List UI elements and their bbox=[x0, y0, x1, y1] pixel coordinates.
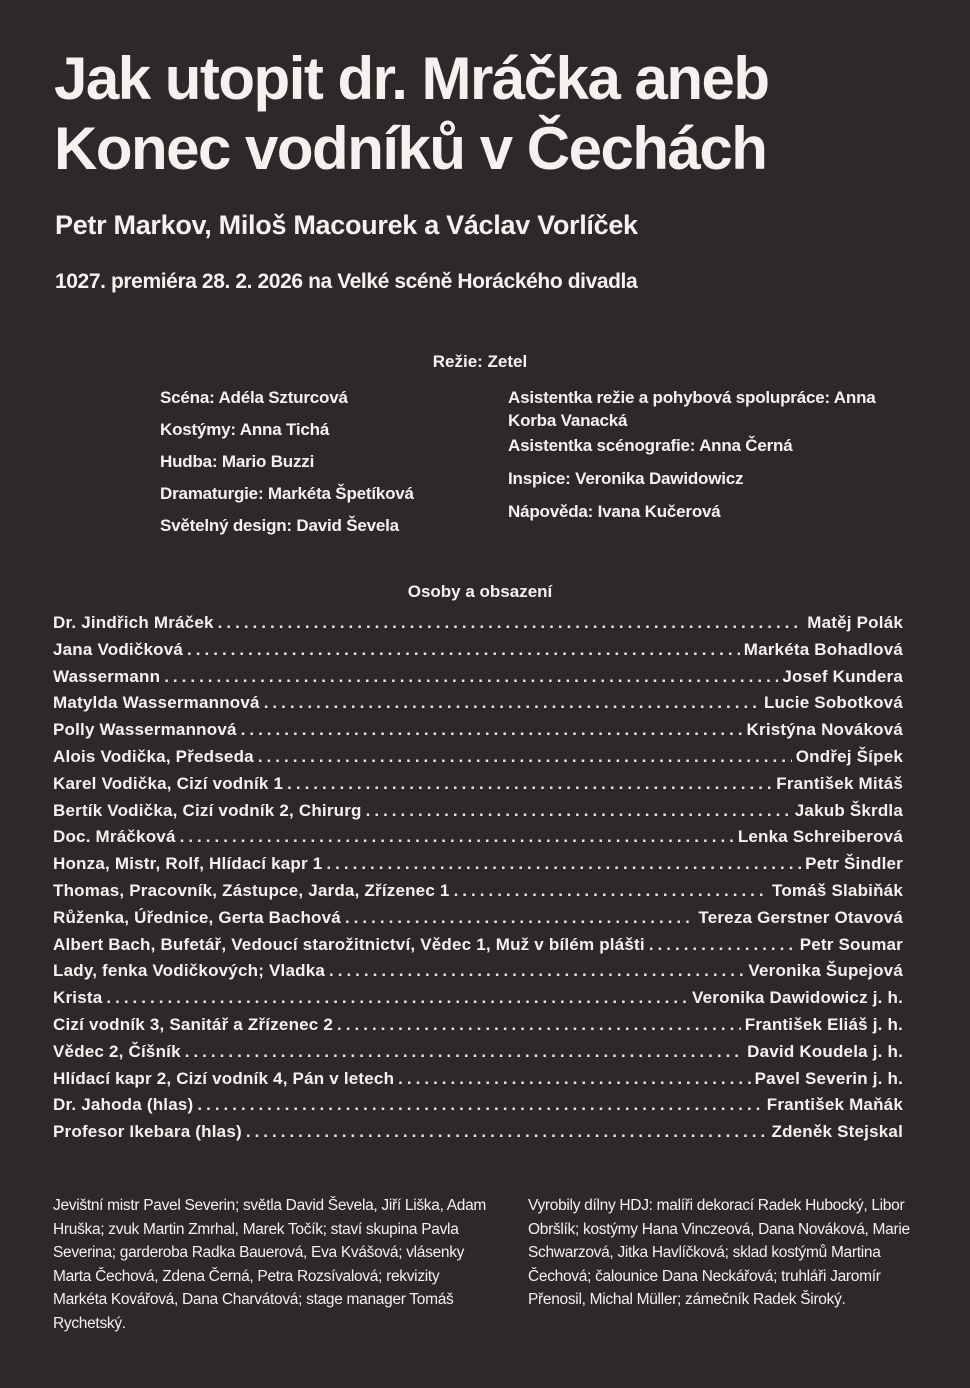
dot-leader bbox=[187, 640, 740, 660]
crew-item: Inspice: Veronika Dawidowicz bbox=[508, 469, 744, 488]
play-title-line-1: Jak utopit dr. Mráčka aneb bbox=[54, 45, 769, 112]
cast-role: Dr. Jindřich Mráček bbox=[53, 613, 214, 632]
dot-leader bbox=[264, 693, 760, 713]
cast-actor: Kristýna Nováková bbox=[746, 720, 903, 740]
crew-item: Světelný design: David Ševela bbox=[160, 516, 399, 535]
cast-heading: Osoby a obsazení bbox=[407, 582, 553, 601]
cast-role: Wassermann bbox=[53, 666, 161, 686]
cast-role: Cizí vodník 3, Sanitář a Zřízenec 2 bbox=[53, 1014, 334, 1034]
cast-row bbox=[53, 1015, 903, 1042]
dot-leader bbox=[258, 747, 792, 767]
authors: Petr Markov, Miloš Macourek a Václav Vorlíček bbox=[55, 210, 638, 240]
cast-row bbox=[53, 1122, 903, 1149]
crew-item: Nápověda: Ivana Kučerová bbox=[508, 502, 721, 521]
cast-actor: František Mitáš bbox=[776, 773, 903, 793]
footer-credits-left: Jevištní mistr Pavel Severin; světla David Ševela, Jiří Liška, Adam Hruška; zvuk Martin Zmrhal, Marek Točík; staví skupina Pavla Severina; garderoba Radka Bauerová, Eva Kvášová; vlásenky Marta Čechová, Zdena Černá, Petra Rozsívalová; rekvizity Markéta Kovářová, Dana Charvátová; stage manager Tomáš Rychetský. bbox=[53, 1197, 487, 1332]
cast-actor: Tereza Gerstner Otavová bbox=[698, 907, 903, 927]
cast-row bbox=[53, 1095, 903, 1122]
dot-leader bbox=[454, 881, 768, 901]
cast-actor: Matěj Polák bbox=[807, 613, 903, 632]
cast-row bbox=[53, 1069, 903, 1096]
cast-role: Albert Bach, Bufetář, Vedoucí starožitnictví, Vědec 1, Muž v bílém plášti bbox=[53, 934, 645, 954]
dot-leader bbox=[185, 1042, 743, 1062]
cast-actor: Ondřej Šípek bbox=[795, 746, 903, 766]
dot-leader bbox=[366, 801, 791, 821]
cast-row bbox=[53, 640, 903, 667]
cast-row bbox=[53, 693, 903, 720]
cast-actor: Pavel Severin j. h. bbox=[754, 1068, 903, 1088]
cast-role: Vědec 2, Číšník bbox=[53, 1041, 181, 1061]
cast-role: Polly Wassermannová bbox=[53, 720, 237, 740]
dot-leader bbox=[164, 667, 778, 687]
cast-row bbox=[53, 827, 903, 854]
cast-actor: Petr Soumar bbox=[799, 934, 903, 954]
cast-actor: Lucie Sobotková bbox=[763, 693, 903, 713]
crew-list-left bbox=[160, 386, 490, 546]
dot-leader bbox=[180, 827, 734, 847]
cast-row bbox=[53, 935, 903, 962]
dot-leader bbox=[197, 1095, 762, 1115]
cast-row bbox=[53, 1042, 903, 1069]
cast-role: Alois Vodička, Předseda bbox=[53, 746, 254, 766]
dot-leader bbox=[649, 935, 796, 955]
cast-row bbox=[53, 667, 903, 694]
cast-actor: Petr Šindler bbox=[805, 854, 903, 874]
dot-leader bbox=[326, 854, 801, 874]
cast-row bbox=[53, 801, 903, 828]
cast-role: Bertík Vodička, Cizí vodník 2, Chirurg bbox=[53, 800, 362, 820]
cast-list bbox=[53, 613, 903, 1149]
cast-row bbox=[53, 854, 903, 881]
cast-row bbox=[53, 988, 903, 1015]
cast-row bbox=[53, 881, 903, 908]
cast-role: Krista bbox=[53, 988, 103, 1008]
footer-credits-right: Vyrobily dílny HDJ: malíři dekorací Radek Hubocký, Libor Obršlík; kostýmy Hana Vinczeová, Dana Nováková, Marie Schwarzová, Jitka Havlíčková; sklad kostýmů Martina Čechová; čalounice Dana Neckářová; truhláři Jaromír Přenosil, Michal Müller; zámečník Radek Široký. bbox=[528, 1197, 910, 1308]
cast-role: Matylda Wassermannová bbox=[53, 693, 260, 713]
cast-actor: Lenka Schreiberová bbox=[737, 827, 903, 847]
cast-role: Thomas, Pracovník, Zástupce, Jarda, Zřízenec 1 bbox=[53, 880, 450, 900]
cast-role: Dr. Jahoda (hlas) bbox=[53, 1095, 194, 1115]
dot-leader bbox=[287, 774, 772, 794]
crew-item: Kostýmy: Anna Tichá bbox=[160, 420, 330, 439]
cast-actor: Veronika Šupejová bbox=[748, 961, 903, 981]
cast-role: Jana Vodičková bbox=[53, 639, 184, 659]
premiere-info: 1027. premiéra 28. 2. 2026 na Velké scéně Horáckého divadla bbox=[55, 270, 638, 293]
cast-actor: František Maňák bbox=[766, 1095, 903, 1115]
crew-item: Scéna: Adéla Szturcová bbox=[160, 388, 348, 407]
crew-item: Asistentka scénografie: Anna Černá bbox=[508, 436, 793, 455]
cast-role: Karel Vodička, Cizí vodník 1 bbox=[53, 773, 284, 793]
dot-leader bbox=[329, 961, 744, 981]
cast-actor: Zdeněk Stejskal bbox=[771, 1122, 903, 1142]
crew-list-right bbox=[508, 386, 908, 533]
cast-actor: Veronika Dawidowicz j. h. bbox=[692, 988, 903, 1008]
cast-actor: Tomáš Slabiňák bbox=[772, 880, 903, 900]
cast-row bbox=[53, 908, 903, 935]
cast-row bbox=[53, 774, 903, 801]
play-title-line-2: Konec vodníků v Čechách bbox=[54, 115, 767, 182]
cast-role: Lady, fenka Vodičkových; Vladka bbox=[53, 961, 325, 981]
crew-item: Hudba: Mario Buzzi bbox=[160, 452, 315, 471]
crew-item: Asistentka režie a pohybová spolupráce: Anna Korba Vanacká bbox=[508, 388, 876, 430]
dot-leader bbox=[398, 1069, 750, 1089]
dot-leader bbox=[241, 720, 743, 740]
dot-leader bbox=[337, 1015, 741, 1035]
cast-actor: Jakub Škrdla bbox=[794, 800, 903, 820]
cast-role: Honza, Mistr, Rolf, Hlídací kapr 1 bbox=[53, 854, 323, 874]
play-title bbox=[54, 44, 934, 184]
dot-leader bbox=[106, 988, 688, 1008]
cast-actor: Markéta Bohadlová bbox=[743, 639, 903, 659]
dot-leader bbox=[246, 1122, 768, 1142]
cast-row bbox=[53, 747, 903, 774]
cast-role: Doc. Mráčková bbox=[53, 827, 176, 847]
cast-role: Profesor Ikebara (hlas) bbox=[53, 1122, 242, 1142]
cast-role: Růženka, Úřednice, Gerta Bachová bbox=[53, 907, 341, 927]
cast-row bbox=[53, 961, 903, 988]
dot-leader bbox=[345, 908, 694, 928]
crew-item: Dramaturgie: Markéta Špetíková bbox=[160, 484, 414, 503]
cast-actor: David Koudela j. h. bbox=[747, 1041, 903, 1061]
direction-credit: Režie: Zetel bbox=[432, 352, 528, 371]
cast-row bbox=[53, 720, 903, 747]
cast-actor: František Eliáš j. h. bbox=[744, 1014, 903, 1034]
cast-row bbox=[53, 613, 903, 640]
cast-actor: Josef Kundera bbox=[782, 666, 903, 686]
dot-leader bbox=[218, 613, 804, 633]
cast-role: Hlídací kapr 2, Cizí vodník 4, Pán v letech bbox=[53, 1068, 395, 1088]
